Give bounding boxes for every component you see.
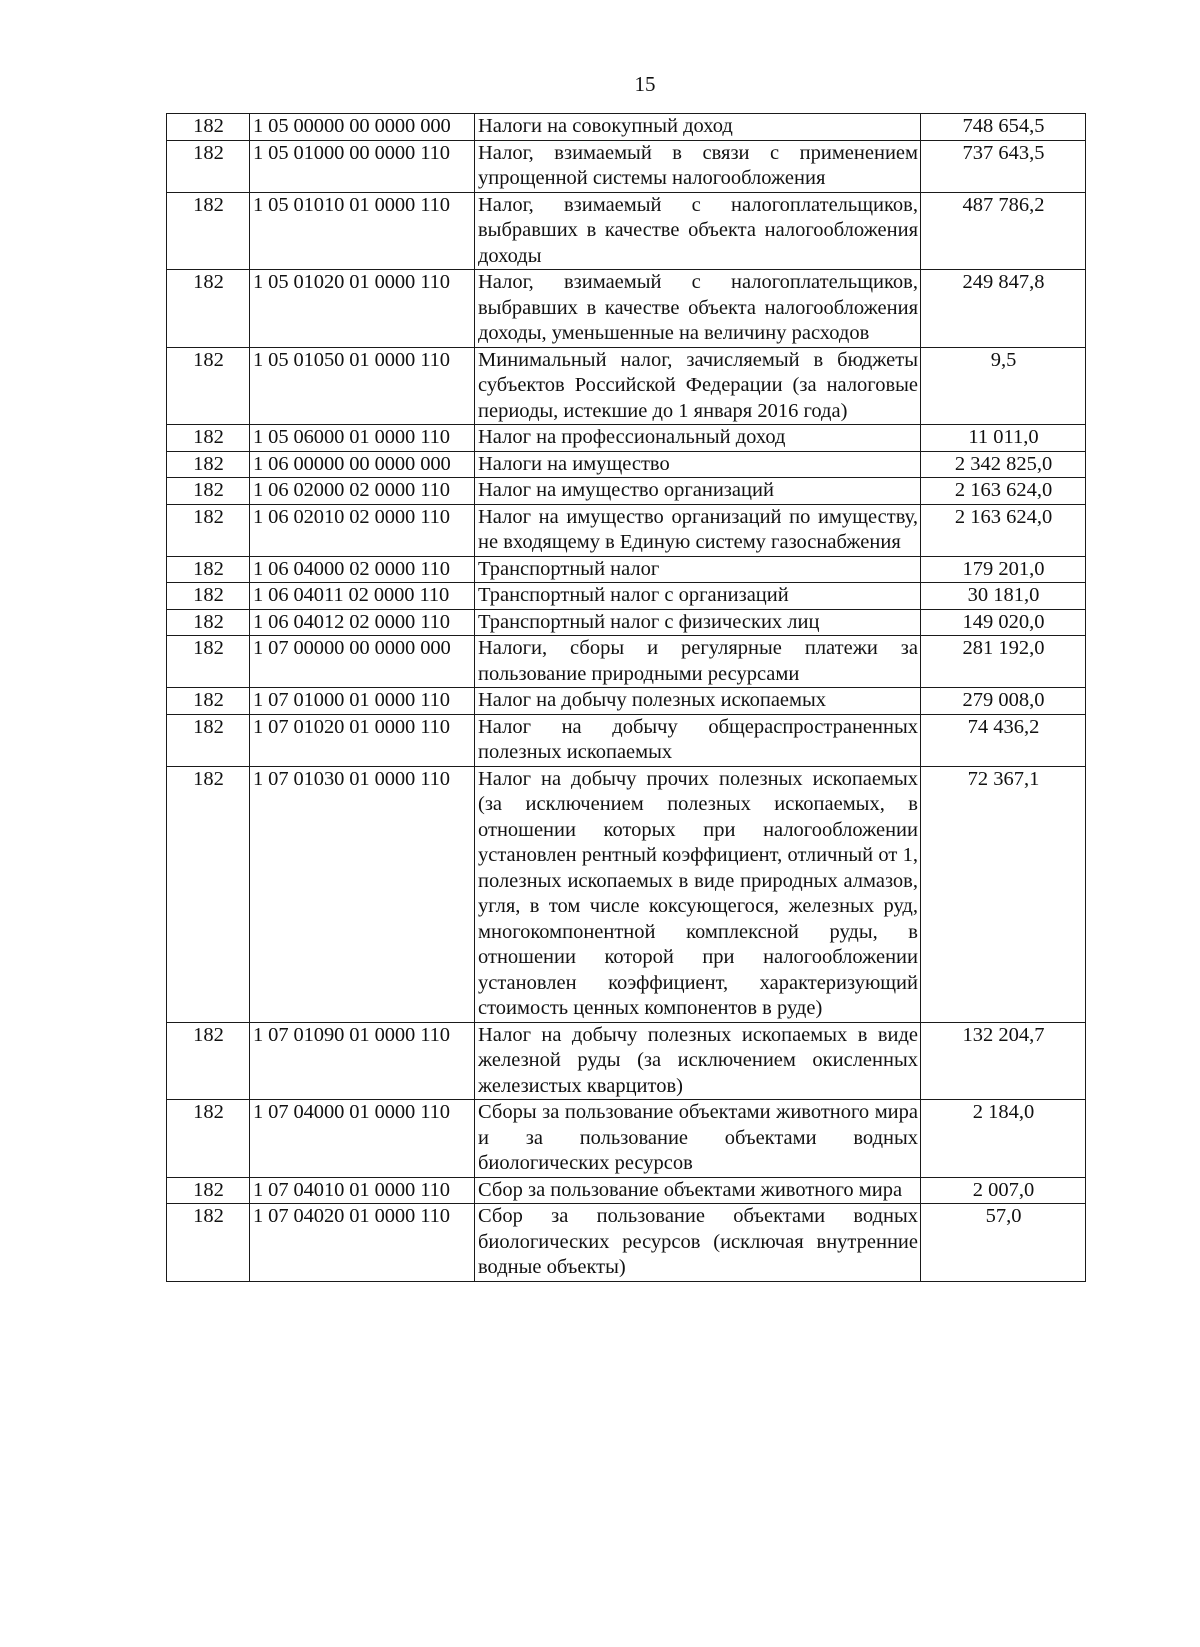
admin-code-cell: 182 [167, 1100, 250, 1178]
amount-cell: 30 181,0 [921, 583, 1086, 610]
budget-code-cell: 1 06 04000 02 0000 110 [250, 556, 475, 583]
amount-cell: 2 342 825,0 [921, 451, 1086, 478]
amount-cell: 2 007,0 [921, 1177, 1086, 1204]
table-row [167, 140, 1086, 192]
amount-cell: 2 163 624,0 [921, 478, 1086, 505]
amount-cell: 11 011,0 [921, 425, 1086, 452]
table-row [167, 478, 1086, 505]
revenue-name-cell: Налог на добычу полезных ископаемых в виде железной руды (за исключением окисленных железистых кварцитов) [475, 1022, 921, 1100]
amount-cell: 179 201,0 [921, 556, 1086, 583]
admin-code-cell: 182 [167, 636, 250, 688]
amount-cell: 149 020,0 [921, 609, 1086, 636]
admin-code-cell: 182 [167, 556, 250, 583]
table-row [167, 714, 1086, 766]
revenue-name-cell: Налог, взимаемый с налогоплательщиков, выбравших в качестве объекта налогообложения доходы [475, 192, 921, 270]
amount-cell: 72 367,1 [921, 766, 1086, 1022]
admin-code-cell: 182 [167, 1022, 250, 1100]
page-number: 15 [634, 72, 656, 96]
amount-cell: 487 786,2 [921, 192, 1086, 270]
admin-code-cell: 182 [167, 688, 250, 715]
revenue-name-cell: Налоги на совокупный доход [475, 114, 921, 141]
revenue-name-cell: Налог на добычу общераспространенных полезных ископаемых [475, 714, 921, 766]
amount-cell: 132 204,7 [921, 1022, 1086, 1100]
amount-cell: 2 184,0 [921, 1100, 1086, 1178]
budget-code-cell: 1 05 01020 01 0000 110 [250, 270, 475, 348]
admin-code-cell: 182 [167, 1177, 250, 1204]
revenue-name-cell: Минимальный налог, зачисляемый в бюджеты субъектов Российской Федерации (за налоговые периоды, истекшие до 1 января 2016 года) [475, 347, 921, 425]
admin-code-cell: 182 [167, 140, 250, 192]
budget-code-cell: 1 07 04000 01 0000 110 [250, 1100, 475, 1178]
revenue-name-cell: Налог на имущество организаций по имуществу, не входящему в Единую систему газоснабжения [475, 504, 921, 556]
table-row [167, 1022, 1086, 1100]
admin-code-cell: 182 [167, 192, 250, 270]
admin-code-cell: 182 [167, 504, 250, 556]
amount-cell: 279 008,0 [921, 688, 1086, 715]
revenue-table [166, 113, 1086, 1282]
admin-code-cell: 182 [167, 114, 250, 141]
revenue-name-cell: Сборы за пользование объектами животного мира и за пользование объектами водных биологических ресурсов [475, 1100, 921, 1178]
table-row [167, 451, 1086, 478]
amount-cell: 281 192,0 [921, 636, 1086, 688]
amount-cell: 737 643,5 [921, 140, 1086, 192]
revenue-name-cell: Транспортный налог с организаций [475, 583, 921, 610]
amount-cell: 748 654,5 [921, 114, 1086, 141]
budget-code-cell: 1 05 01010 01 0000 110 [250, 192, 475, 270]
table-row [167, 270, 1086, 348]
revenue-table-body [167, 114, 1086, 1282]
amount-cell: 9,5 [921, 347, 1086, 425]
revenue-name-cell: Налог на добычу прочих полезных ископаемых (за исключением полезных ископаемых, в отношении которых при налогообложении установлен рентный коэффициент, отличный от 1, полезных ископаемых в виде природных алмазов, угля, в том числе коксующегося, железных руд, многокомпонентной комплексной руды, в отношении которой при налогообложении установлен коэффициент, характеризующий стоимость ценных компонентов в руде) [475, 766, 921, 1022]
amount-cell: 2 163 624,0 [921, 504, 1086, 556]
budget-code-cell: 1 07 01020 01 0000 110 [250, 714, 475, 766]
table-row [167, 583, 1086, 610]
table-row [167, 504, 1086, 556]
admin-code-cell: 182 [167, 478, 250, 505]
revenue-name-cell: Налог на добычу полезных ископаемых [475, 688, 921, 715]
budget-code-cell: 1 07 01030 01 0000 110 [250, 766, 475, 1022]
revenue-name-cell: Налоги на имущество [475, 451, 921, 478]
admin-code-cell: 182 [167, 451, 250, 478]
table-row [167, 688, 1086, 715]
budget-code-cell: 1 05 06000 01 0000 110 [250, 425, 475, 452]
amount-cell: 74 436,2 [921, 714, 1086, 766]
admin-code-cell: 182 [167, 714, 250, 766]
budget-code-cell: 1 05 01050 01 0000 110 [250, 347, 475, 425]
revenue-name-cell: Транспортный налог с физических лиц [475, 609, 921, 636]
budget-code-cell: 1 06 02000 02 0000 110 [250, 478, 475, 505]
budget-code-cell: 1 07 01000 01 0000 110 [250, 688, 475, 715]
amount-cell: 57,0 [921, 1204, 1086, 1282]
amount-cell: 249 847,8 [921, 270, 1086, 348]
table-row [167, 1177, 1086, 1204]
table-row [167, 192, 1086, 270]
admin-code-cell: 182 [167, 1204, 250, 1282]
revenue-name-cell: Сбор за пользование объектами животного мира [475, 1177, 921, 1204]
table-row [167, 636, 1086, 688]
budget-code-cell: 1 07 04020 01 0000 110 [250, 1204, 475, 1282]
revenue-name-cell: Налог, взимаемый в связи с применением упрощенной системы налогообложения [475, 140, 921, 192]
budget-code-cell: 1 06 04012 02 0000 110 [250, 609, 475, 636]
table-row [167, 556, 1086, 583]
table-row [167, 347, 1086, 425]
budget-code-cell: 1 07 04010 01 0000 110 [250, 1177, 475, 1204]
admin-code-cell: 182 [167, 425, 250, 452]
admin-code-cell: 182 [167, 270, 250, 348]
budget-code-cell: 1 06 00000 00 0000 000 [250, 451, 475, 478]
admin-code-cell: 182 [167, 347, 250, 425]
revenue-name-cell: Сбор за пользование объектами водных биологических ресурсов (исключая внутренние водные объекты) [475, 1204, 921, 1282]
revenue-name-cell: Налог на имущество организаций [475, 478, 921, 505]
admin-code-cell: 182 [167, 609, 250, 636]
budget-code-cell: 1 05 01000 00 0000 110 [250, 140, 475, 192]
revenue-name-cell: Налог, взимаемый с налогоплательщиков, выбравших в качестве объекта налогообложения доходы, уменьшенные на величину расходов [475, 270, 921, 348]
budget-code-cell: 1 07 01090 01 0000 110 [250, 1022, 475, 1100]
budget-code-cell: 1 06 04011 02 0000 110 [250, 583, 475, 610]
budget-code-cell: 1 05 00000 00 0000 000 [250, 114, 475, 141]
table-row [167, 1204, 1086, 1282]
table-row [167, 425, 1086, 452]
admin-code-cell: 182 [167, 583, 250, 610]
table-row [167, 766, 1086, 1022]
table-row [167, 114, 1086, 141]
admin-code-cell: 182 [167, 766, 250, 1022]
budget-code-cell: 1 06 02010 02 0000 110 [250, 504, 475, 556]
revenue-name-cell: Транспортный налог [475, 556, 921, 583]
table-row [167, 1100, 1086, 1178]
budget-code-cell: 1 07 00000 00 0000 000 [250, 636, 475, 688]
table-row [167, 609, 1086, 636]
revenue-name-cell: Налог на профессиональный доход [475, 425, 921, 452]
revenue-name-cell: Налоги, сборы и регулярные платежи за пользование природными ресурсами [475, 636, 921, 688]
